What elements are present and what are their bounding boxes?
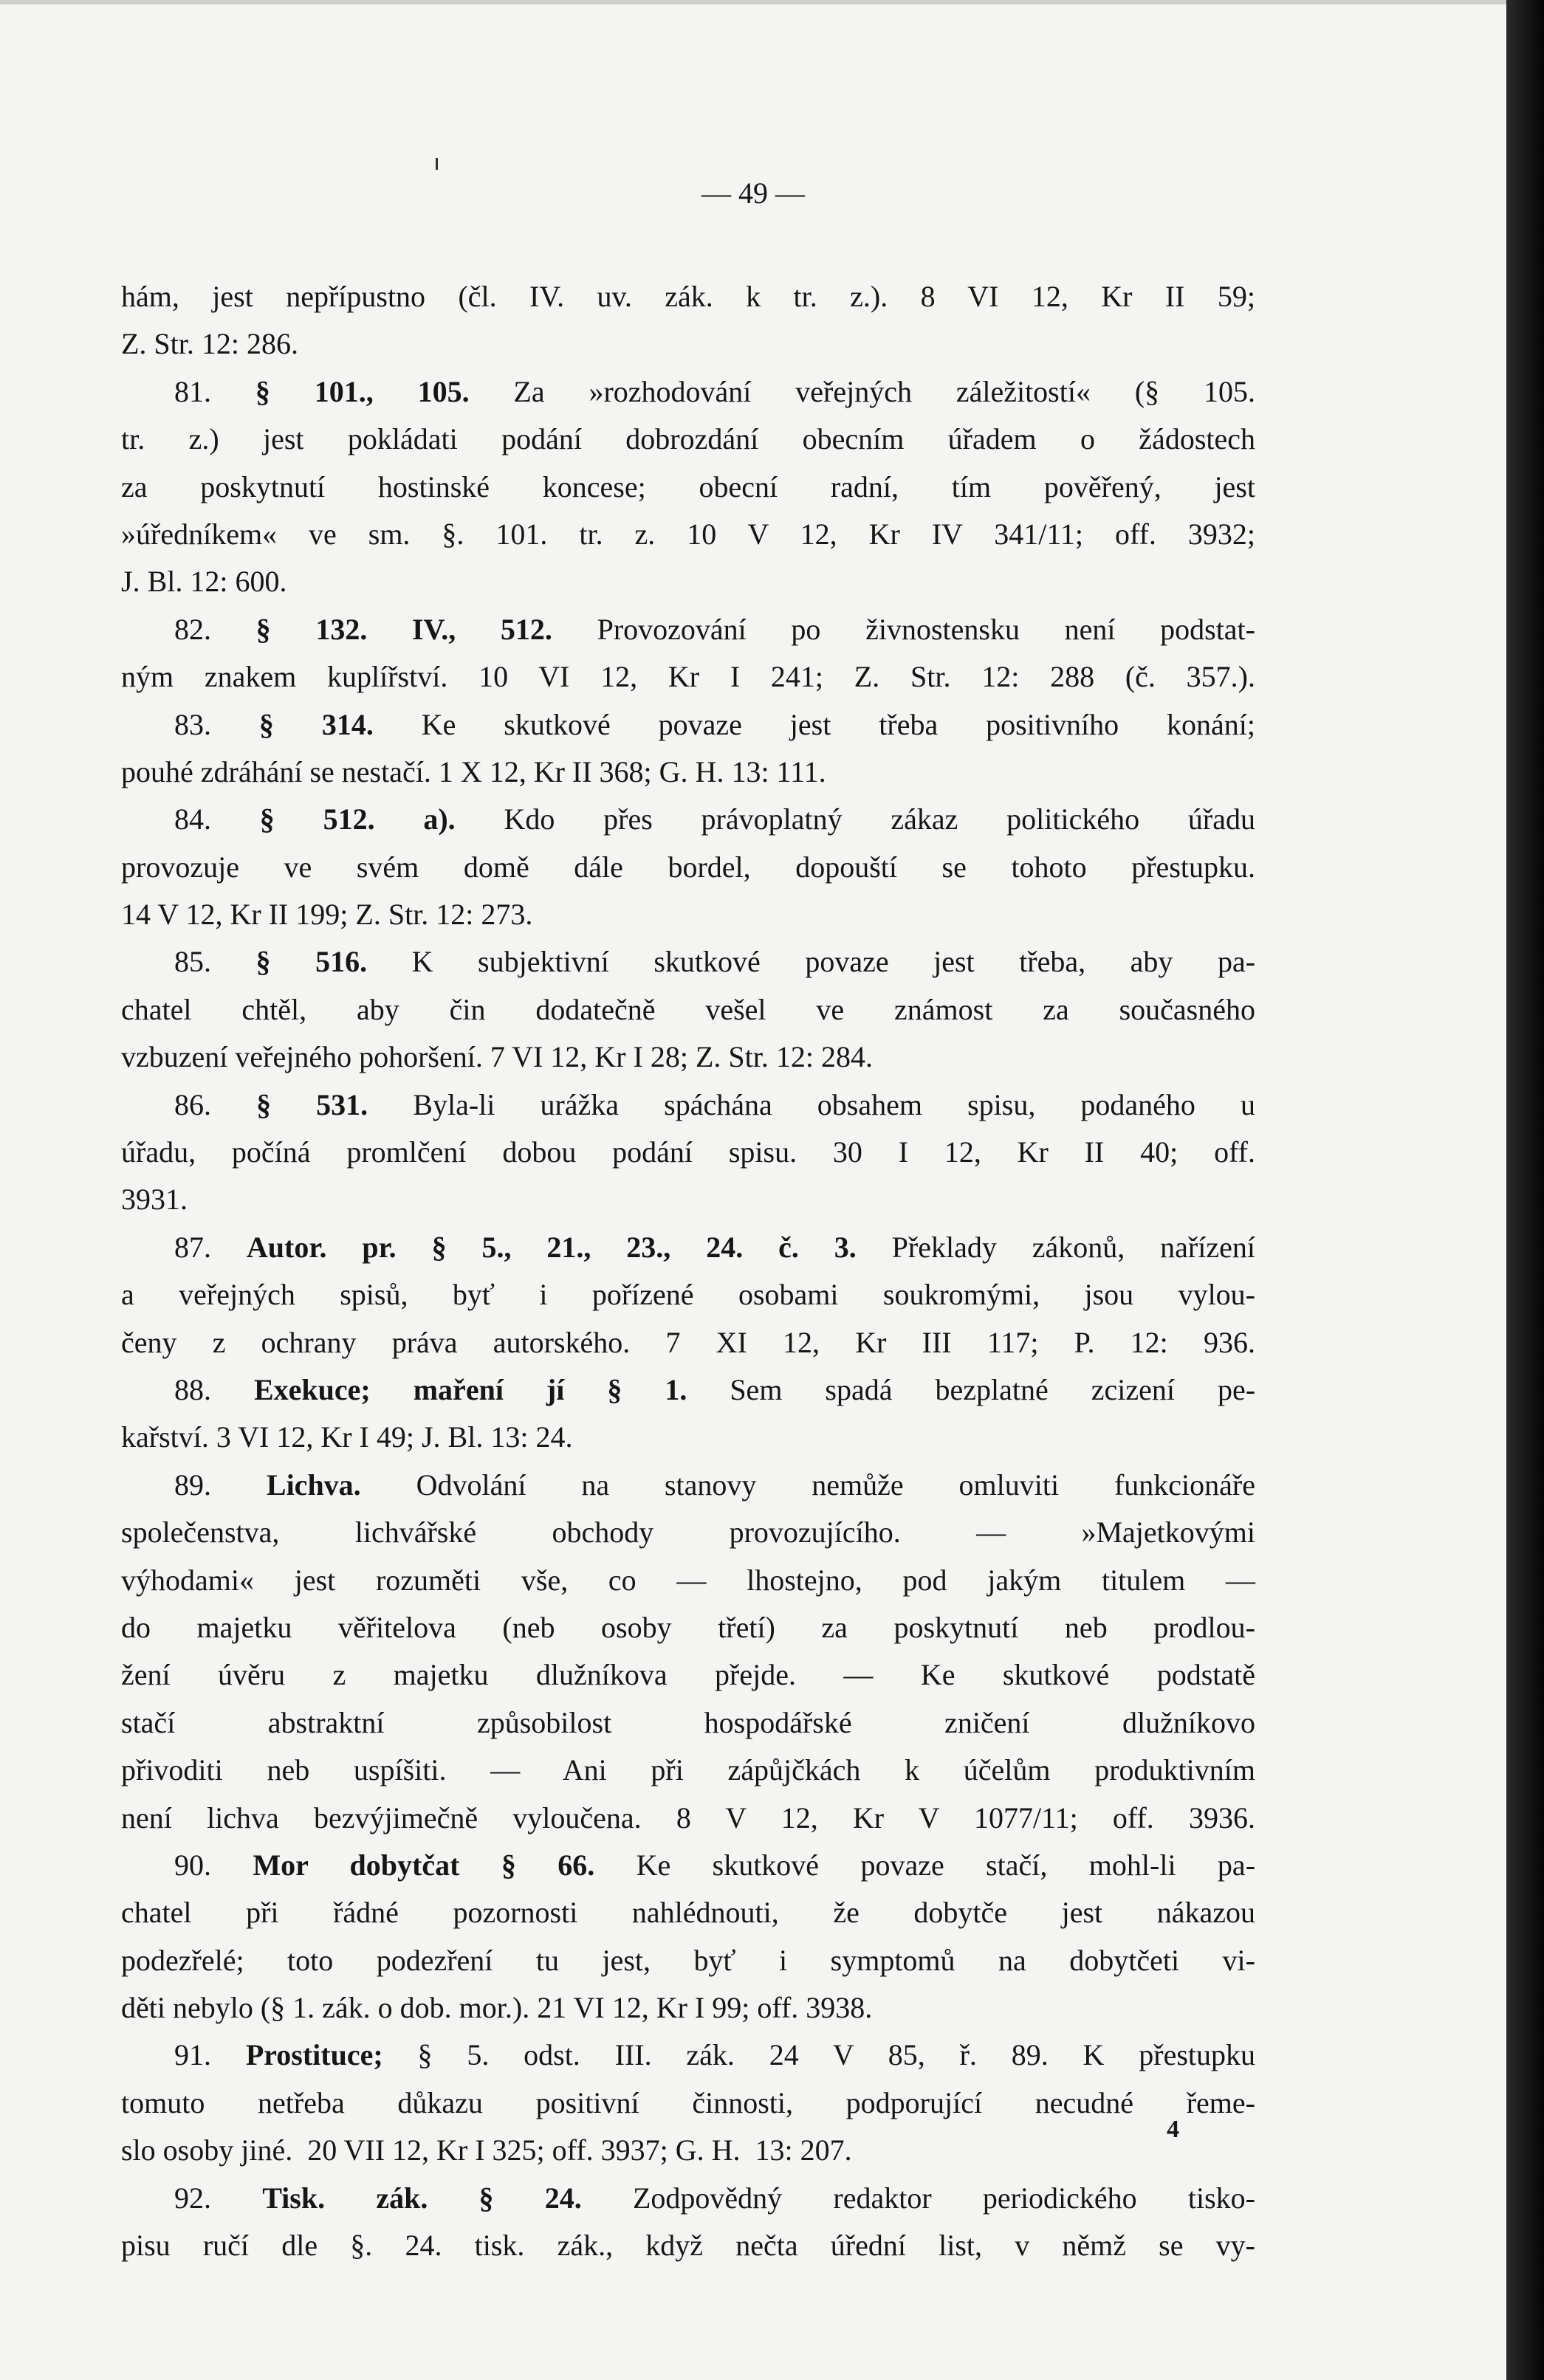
text-line [121, 1604, 1255, 1651]
signature-mark: 4 [1167, 2116, 1179, 2143]
line-text: Z. Str. 12: 286. [121, 327, 299, 361]
line-text: 86. § 531. Byla-li urážka spáchána obsahem spisu, podaného u [174, 1087, 1256, 1121]
line-text: hám, jest nepřípustno (čl. IV. uv. zák. k tr. z.). 8 VI 12, Kr II 59; [121, 280, 1255, 313]
text-line [121, 796, 1255, 843]
text-line [121, 1842, 1255, 1889]
line-text: 81. § 101., 105. Za »rozhodování veřejných záležitostí« (§ 105. [174, 374, 1256, 408]
indent [121, 606, 174, 653]
text-line [121, 986, 1255, 1033]
line-text: slo osoby jiné. 20 VII 12, Kr I 325; off. 3937; G. H. 13: 207. [121, 2133, 852, 2167]
text-line [121, 1795, 1255, 1842]
line-text: přivoditi neb uspíšiti. — Ani při zápůjčkách k účelům produktivním [121, 1753, 1255, 1787]
line-text: provozuje ve svém domě dále bordel, dopouští se tohoto přestupku. [121, 850, 1255, 884]
indent [121, 368, 174, 416]
line-text: a veřejných spisů, byť i pořízené osobami soukromými, jsou vylou- [121, 1278, 1255, 1312]
line-text: kařství. 3 VI 12, Kr I 49; J. Bl. 13: 24. [121, 1420, 573, 1454]
line-text: 90. Mor dobytčat § 66. Ke skutkové povaze stačí, mohl-li pa- [174, 1848, 1256, 1882]
text-line [121, 320, 1255, 368]
text-line [121, 2032, 1255, 2079]
text-line [121, 1081, 1255, 1129]
indent [121, 2175, 174, 2222]
text-line [121, 653, 1255, 701]
text-line [121, 1366, 1255, 1414]
line-text: 92. Tisk. zák. § 24. Zodpovědný redaktor periodického tisko- [174, 2181, 1256, 2215]
line-text: děti nebylo (§ 1. zák. o dob. mor.). 21 VI 12, Kr I 99; off. 3938. [121, 1991, 873, 2025]
line-text: pisu ručí dle §. 24. tisk. zák., když nečta úřední list, v němž se vy- [121, 2229, 1255, 2263]
line-text: úřadu, počíná promlčení dobou podání spisu. 30 I 12, Kr II 40; off. [121, 1135, 1255, 1169]
text-line [121, 1224, 1255, 1271]
text-line [121, 416, 1255, 463]
line-text: 85. § 516. K subjektivní skutkové povaze jest třeba, aby pa- [174, 945, 1256, 979]
text-line [121, 464, 1255, 511]
text-line [121, 2175, 1255, 2222]
text-line [121, 2080, 1255, 2127]
line-text: 83. § 314. Ke skutkové povaze jest třeba positivního konání; [174, 707, 1256, 741]
text-line [121, 1462, 1255, 1509]
text-line [121, 701, 1255, 749]
line-text: podezřelé; toto podezření tu jest, byť i symptomů na dobytčeti vi- [121, 1943, 1255, 1977]
line-text: 89. Lichva. Odvolání na stanovy nemůže omluviti funkcionáře [174, 1468, 1256, 1502]
text-line [121, 273, 1255, 320]
text-line [121, 1271, 1255, 1318]
text-line [121, 891, 1255, 938]
line-text: »úředníkem« ve sm. §. 101. tr. z. 10 V 12, Kr IV 341/11; off. 3932; [121, 517, 1255, 551]
indent [121, 2032, 174, 2079]
scan-speck [436, 158, 438, 170]
line-text: 87. Autor. pr. § 5., 21., 23., 24. č. 3. Překlady zákonů, nařízení [174, 1230, 1255, 1264]
page-top-edge [0, 0, 1506, 4]
indent [121, 701, 174, 749]
text-line [121, 1509, 1255, 1556]
text-line [121, 1651, 1255, 1699]
text-line [121, 2222, 1255, 2269]
scan-border [1506, 0, 1544, 2380]
line-text: tomuto netřeba důkazu positivní činnosti, podporující necudné řeme- [121, 2085, 1255, 2119]
line-text: žení úvěru z majetku dlužníkova přejde. — Ke skutkové podstatě [121, 1658, 1255, 1692]
line-text: 3931. [121, 1183, 188, 1217]
text-line [121, 1747, 1255, 1794]
line-text: 82. § 132. IV., 512. Provozování po živnostensku není podstat- [174, 612, 1255, 646]
indent [121, 1842, 174, 1889]
text-line [121, 1984, 1255, 2032]
text-line [121, 1414, 1255, 1461]
line-text: není lichva bezvýjimečně vyloučena. 8 V 12, Kr V 1077/11; off. 3936. [121, 1801, 1255, 1834]
line-text: vzbuzení veřejného pohoršení. 7 VI 12, Kr I 28; Z. Str. 12: 284. [121, 1040, 873, 1074]
text-line [121, 2127, 1255, 2174]
line-text: stačí abstraktní způsobilost hospodářské zničení dlužníkovo [121, 1705, 1255, 1739]
line-text: chatel chtěl, aby čin dodatečně vešel ve známost za současného [121, 992, 1255, 1026]
text-line [121, 1557, 1255, 1604]
text-line [121, 511, 1255, 558]
line-text: ným znakem kuplířství. 10 VI 12, Kr I 241; Z. Str. 12: 288 (č. 357.). [121, 660, 1255, 694]
text-line [121, 368, 1255, 416]
line-text: do majetku věřitelova (neb osoby třetí) za poskytnutí neb prodlou- [121, 1610, 1255, 1644]
text-line [121, 1176, 1255, 1223]
legal-text-body [121, 273, 1255, 2269]
indent [121, 1366, 174, 1414]
text-line [121, 1889, 1255, 1936]
indent [121, 1224, 174, 1271]
text-line [121, 1937, 1255, 1984]
line-text: chatel při řádné pozornosti nahlédnouti, že dobytče jest nákazou [121, 1896, 1255, 1930]
text-line [121, 749, 1255, 796]
indent [121, 1081, 174, 1129]
line-text: 14 V 12, Kr II 199; Z. Str. 12: 273. [121, 898, 533, 932]
line-text: 88. Exekuce; maření jí § 1. Sem spadá bezplatné zcizení pe- [174, 1372, 1256, 1406]
indent [121, 938, 174, 986]
text-line [121, 844, 1255, 891]
line-text: výhodami« jest rozuměti vše, co — lhostejno, pod jakým titulem — [121, 1563, 1255, 1597]
text-line [121, 1033, 1255, 1081]
line-text: 84. § 512. a). Kdo přes právoplatný zákaz politického úřadu [174, 802, 1255, 836]
text-line [121, 1129, 1255, 1176]
text-line [121, 1699, 1255, 1747]
line-text: 91. Prostituce; § 5. odst. III. zák. 24 V 85, ř. 89. K přestupku [174, 2038, 1256, 2072]
line-text: pouhé zdráhání se nestačí. 1 X 12, Kr II 368; G. H. 13: 111. [121, 754, 826, 788]
text-line [121, 606, 1255, 653]
indent [121, 1462, 174, 1509]
line-text: za poskytnutí hostinské koncese; obecní radní, tím pověřený, jest [121, 470, 1255, 503]
text-line [121, 558, 1255, 605]
line-text: J. Bl. 12: 600. [121, 565, 287, 599]
text-line [121, 1319, 1255, 1366]
line-text: čeny z ochrany práva autorského. 7 XI 12, Kr III 117; P. 12: 936. [121, 1325, 1255, 1359]
line-text: tr. z.) jest pokládati podání dobrozdání obecním úřadem o žádostech [121, 422, 1255, 456]
text-line [121, 938, 1255, 986]
line-text: společenstva, lichvářské obchody provozujícího. — »Majetkovými [121, 1516, 1255, 1550]
indent [121, 796, 174, 843]
page-number: — 49 — [701, 176, 805, 210]
